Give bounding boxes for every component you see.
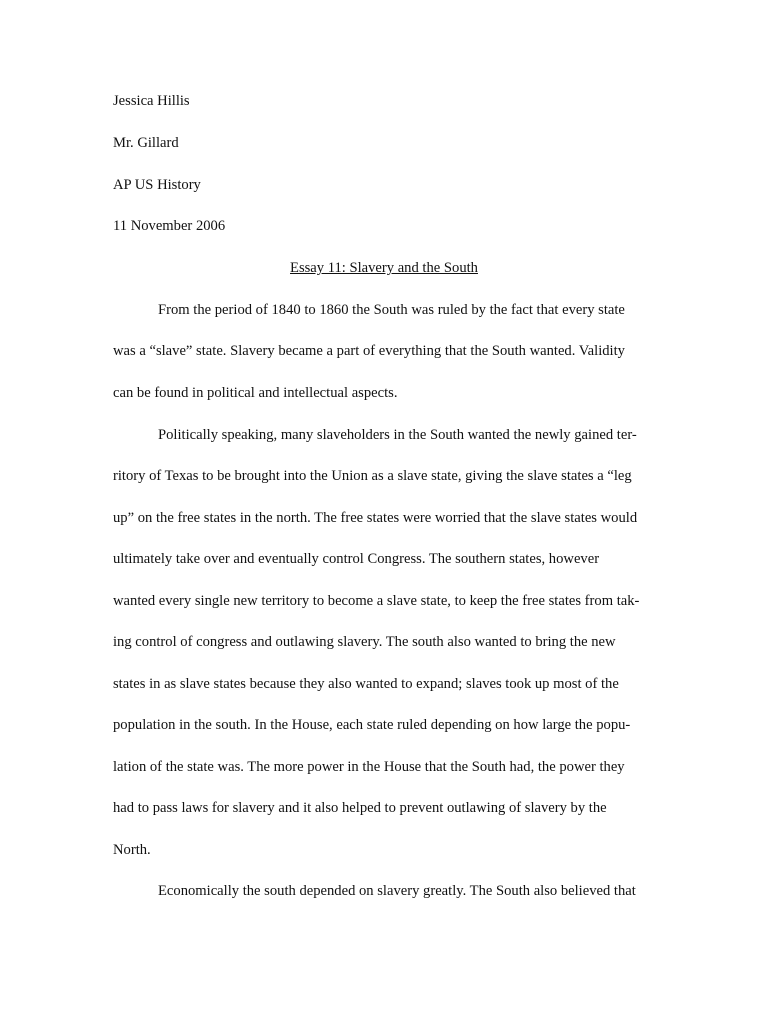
body-line: Politically speaking, many slaveholders in the South wanted the newly gained ter-	[158, 427, 637, 443]
body-line: states in as slave states because they also wanted to expand; slaves took up most of the	[113, 676, 619, 692]
body-line: was a “slave” state. Slavery became a part of everything that the South wanted. Validity	[113, 343, 625, 359]
teacher-name: Mr. Gillard	[113, 135, 179, 151]
body-line: population in the south. In the House, each state ruled depending on how large the popu-	[113, 717, 631, 733]
body-line: ing control of congress and outlawing slavery. The south also wanted to bring the new	[113, 634, 616, 650]
author-name: Jessica Hillis	[113, 93, 190, 109]
body-line: lation of the state was. The more power in the House that the South had, the power they	[113, 759, 625, 775]
essay-date: 11 November 2006	[113, 218, 226, 234]
essay-title: Essay 11: Slavery and the South	[290, 260, 478, 276]
body-line: ritory of Texas to be brought into the Union as a slave state, giving the slave states a “leg	[113, 468, 632, 484]
body-line: had to pass laws for slavery and it also helped to prevent outlawing of slavery by the	[113, 800, 607, 816]
body-line: can be found in political and intellectual aspects.	[113, 385, 398, 401]
course-name: AP US History	[113, 177, 201, 193]
body-line: North.	[113, 842, 151, 858]
body-line: From the period of 1840 to 1860 the South was ruled by the fact that every state	[158, 302, 625, 318]
body-line: ultimately take over and eventually control Congress. The southern states, however	[113, 551, 600, 567]
body-line: Economically the south depended on slavery greatly. The South also believed that	[158, 883, 636, 899]
body-line: wanted every single new territory to become a slave state, to keep the free states from tak-	[113, 593, 640, 609]
body-line: up” on the free states in the north. The free states were worried that the slave states would	[113, 510, 638, 526]
